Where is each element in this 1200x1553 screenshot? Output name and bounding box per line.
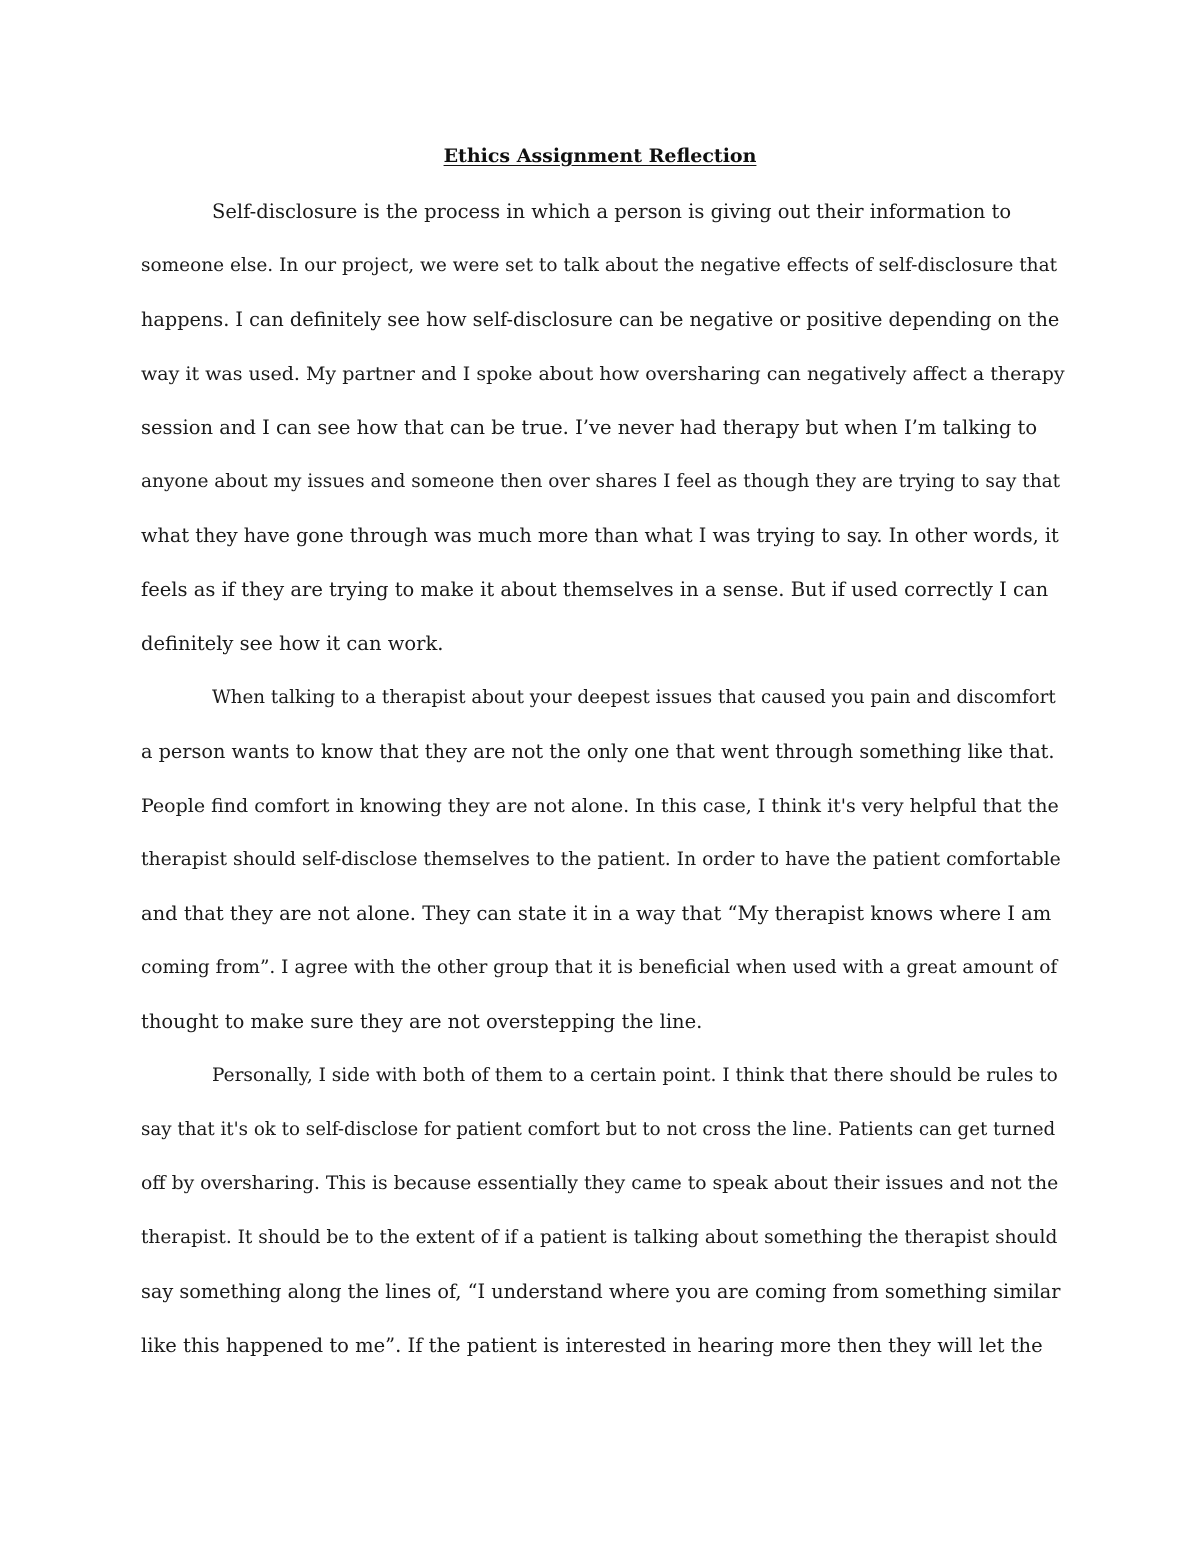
- paragraph-3-line-4: therapist. It should be to the extent of if a patient is talking about something the therapist should: [141, 1227, 1058, 1248]
- paragraph-2-line-1: When talking to a therapist about your deepest issues that caused you pain and discomfort: [212, 687, 1056, 708]
- paragraph-1-line-2: someone else. In our project, we were set to talk about the negative effects of self-disclosure that: [141, 255, 1058, 276]
- paragraph-2-line-4: therapist should self-disclose themselves to the patient. In order to have the patient comfortable: [141, 849, 1061, 870]
- paragraph-1-line-9: definitely see how it can work.: [141, 632, 444, 655]
- paragraph-2-line-5: and that they are not alone. They can state it in a way that “My therapist knows where I am: [141, 902, 1052, 925]
- paragraph-1-line-1: Self-disclosure is the process in which a person is giving out their information to: [212, 200, 1012, 223]
- paragraph-1-line-4: way it was used. My partner and I spoke about how oversharing can negatively affect a therapy: [141, 363, 1065, 385]
- paragraph-1-line-6: anyone about my issues and someone then over shares I feel as though they are trying to say that: [141, 471, 1061, 492]
- paragraph-3-line-3: off by oversharing. This is because essentially they came to speak about their issues and not the: [141, 1173, 1059, 1194]
- paragraph-2-line-7: thought to make sure they are not overstepping the line.: [141, 1010, 703, 1033]
- paragraph-2-line-3: People find comfort in knowing they are not alone. In this case, I think it's very helpful that the: [141, 795, 1059, 817]
- paragraph-1-line-7: what they have gone through was much more than what I was trying to say. In other words, it: [141, 524, 1059, 547]
- paragraph-3-line-2: say that it's ok to self-disclose for patient comfort but to not cross the line. Patients can get turned: [141, 1119, 1056, 1140]
- paragraph-3-line-6: like this happened to me”. If the patient is interested in hearing more then they will let the: [141, 1334, 1043, 1357]
- document-title: Ethics Assignment Reflection: [443, 145, 757, 167]
- paragraph-1-line-5: session and I can see how that can be true. I’ve never had therapy but when I’m talking to: [141, 416, 1038, 439]
- paragraph-2-line-6: coming from”. I agree with the other group that it is beneficial when used with a great amount of: [141, 957, 1058, 978]
- paragraph-1-line-8: feels as if they are trying to make it about themselves in a sense. But if used correctly I can: [141, 578, 1049, 601]
- paragraph-1-line-3: happens. I can definitely see how self-disclosure can be negative or positive depending on the: [141, 308, 1060, 331]
- paragraph-3-line-5: say something along the lines of, “I understand where you are coming from something similar: [141, 1280, 1061, 1303]
- paragraph-3-line-1: Personally, I side with both of them to a certain point. I think that there should be rules to: [212, 1065, 1058, 1086]
- paragraph-2-line-2: a person wants to know that they are not the only one that went through something like that.: [141, 740, 1055, 763]
